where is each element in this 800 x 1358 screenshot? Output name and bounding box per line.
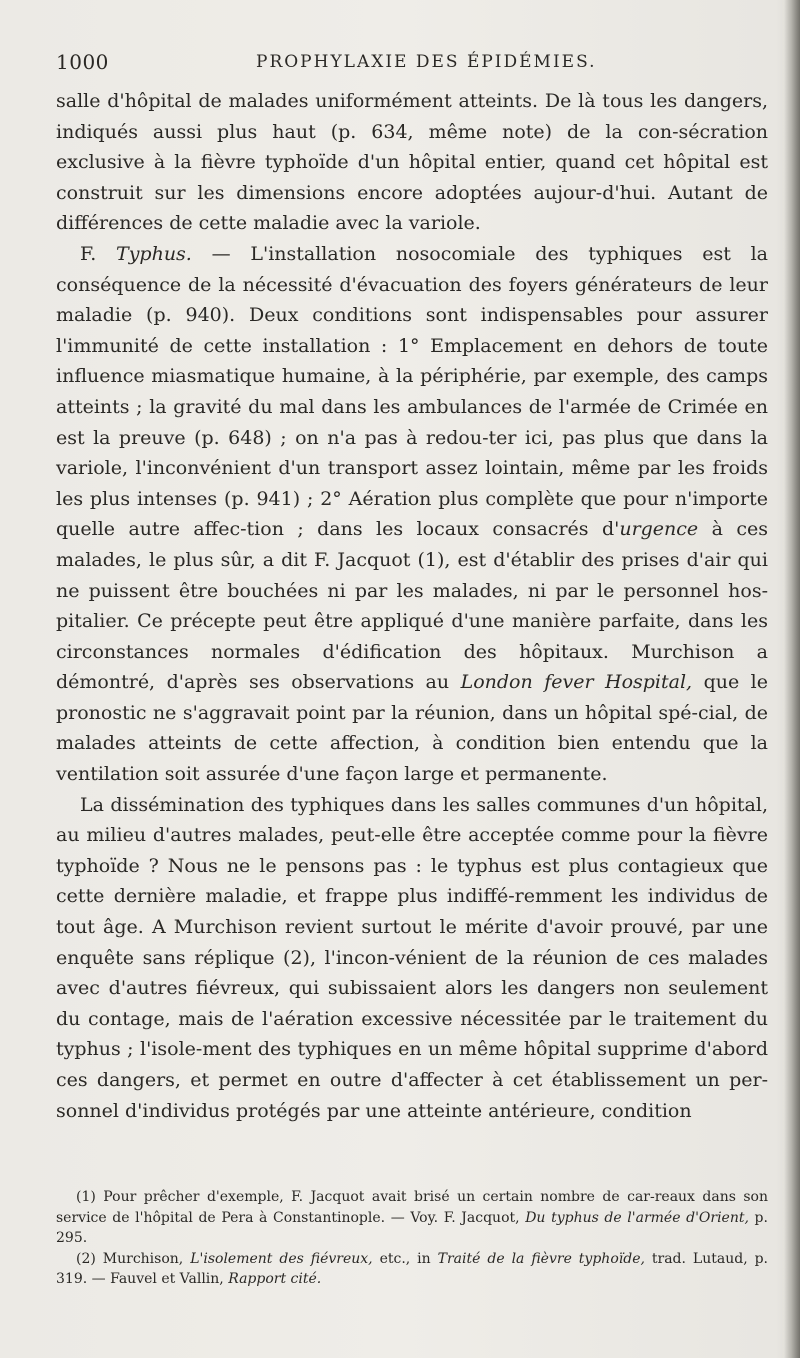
footnote-1: (1) Pour prêcher d'exemple, F. Jacquot avait brisé un certain nombre de car-reaux dans son service de l'hôpital de Pera à Constantinople. — Voy. F. Jacquot, Du typhus de l'armée d'Orient, p. 295. xyxy=(56,1189,768,1246)
paragraph-continuation: salle d'hôpital de malades uniformément atteints. De là tous les dangers, indiqués aussi plus haut (p. 634, même note) de la con-sécration exclusive à la fièvre typhoïde d'un hôpital entier, quand cet hôpital est construit sur les dimensions encore adoptées aujour-d'hui. Autant de différences de cette maladie avec la variole. xyxy=(56,90,768,235)
footnote-2: (2) Murchison, L'isolement des fiévreux, etc., in Traité de la fièvre typhoïde, trad. Lutaud, p. 319. — Fauvel et Vallin, Rapport cité. xyxy=(56,1250,769,1287)
running-title: PROPHYLAXIE DES ÉPIDÉMIES. xyxy=(256,52,597,72)
paragraph-typhus: F. Typhus. — L'installation nosocomiale des typhiques est la conséquence de la nécessité d'évacuation des foyers générateurs de leur maladie (p. 940). Deux conditions sont indispensables pour assurer l'immunité de cette installation : 1° Emplacement en dehors de toute influence miasmatique humaine, à la périphérie, par exemple, des camps atteints ; la gravité du mal dans les ambulances de l'armée de Crimée en est la preuve (p. 648) ; on n'a pas à redou-ter ici, pas plus que dans la variole, l'inconvénient d'un transport assez lointain, même par les froids les plus intenses (p. 941) ; 2° Aération plus complète que pour n'importe quelle autre affec-tion ; dans les locaux consacrés d'urgence à ces malades, le plus sûr, a dit F. Jacquot (1), est d'établir des prises d'air qui ne puissent être bouchées ni par les malades, ni par le personnel hos-pitalier. Ce précepte peut être appliqué d'une manière parfaite, dans les circonstances normales d'édification des hôpitaux. Murchison a démontré, d'après ses observations au London fever Hospital, que le pronostic ne s'aggravait point par la réunion, dans un hôpital spé-cial, de malades atteints de cette affection, à condition bien entendu que la ventilation soit assurée d'une façon large et permanente. xyxy=(56,242,768,786)
page-number: 1000 xyxy=(56,50,109,74)
section-heading-typhus: Typhus. xyxy=(116,242,192,265)
footnotes xyxy=(56,1187,768,1290)
main-text xyxy=(56,86,768,1126)
page-header xyxy=(56,50,756,80)
paragraph-dissemination: La dissémination des typhiques dans les salles communes d'un hôpital, au milieu d'autres malades, peut-elle être acceptée comme pour la fièvre typhoïde ? Nous ne le pensons pas : le typhus est plus contagieux que cette dernière maladie, et frappe plus indiffé-remment les individus de tout âge. A Murchison revient surtout le mérite d'avoir prouvé, par une enquête sans réplique (2), l'incon-vénient de la réunion de ces malades avec d'autres fiévreux, qui subissaient alors les dangers non seulement du contage, mais de l'aération excessive nécessitée par le traitement du typhus ; l'isole-ment des typhiques en un même hôpital supprime d'abord ces dangers, et permet en outre d'affecter à cet établissement un per-sonnel d'individus protégés par une atteinte antérieure, condition xyxy=(56,793,768,1122)
page-binding-shadow xyxy=(784,0,800,1358)
